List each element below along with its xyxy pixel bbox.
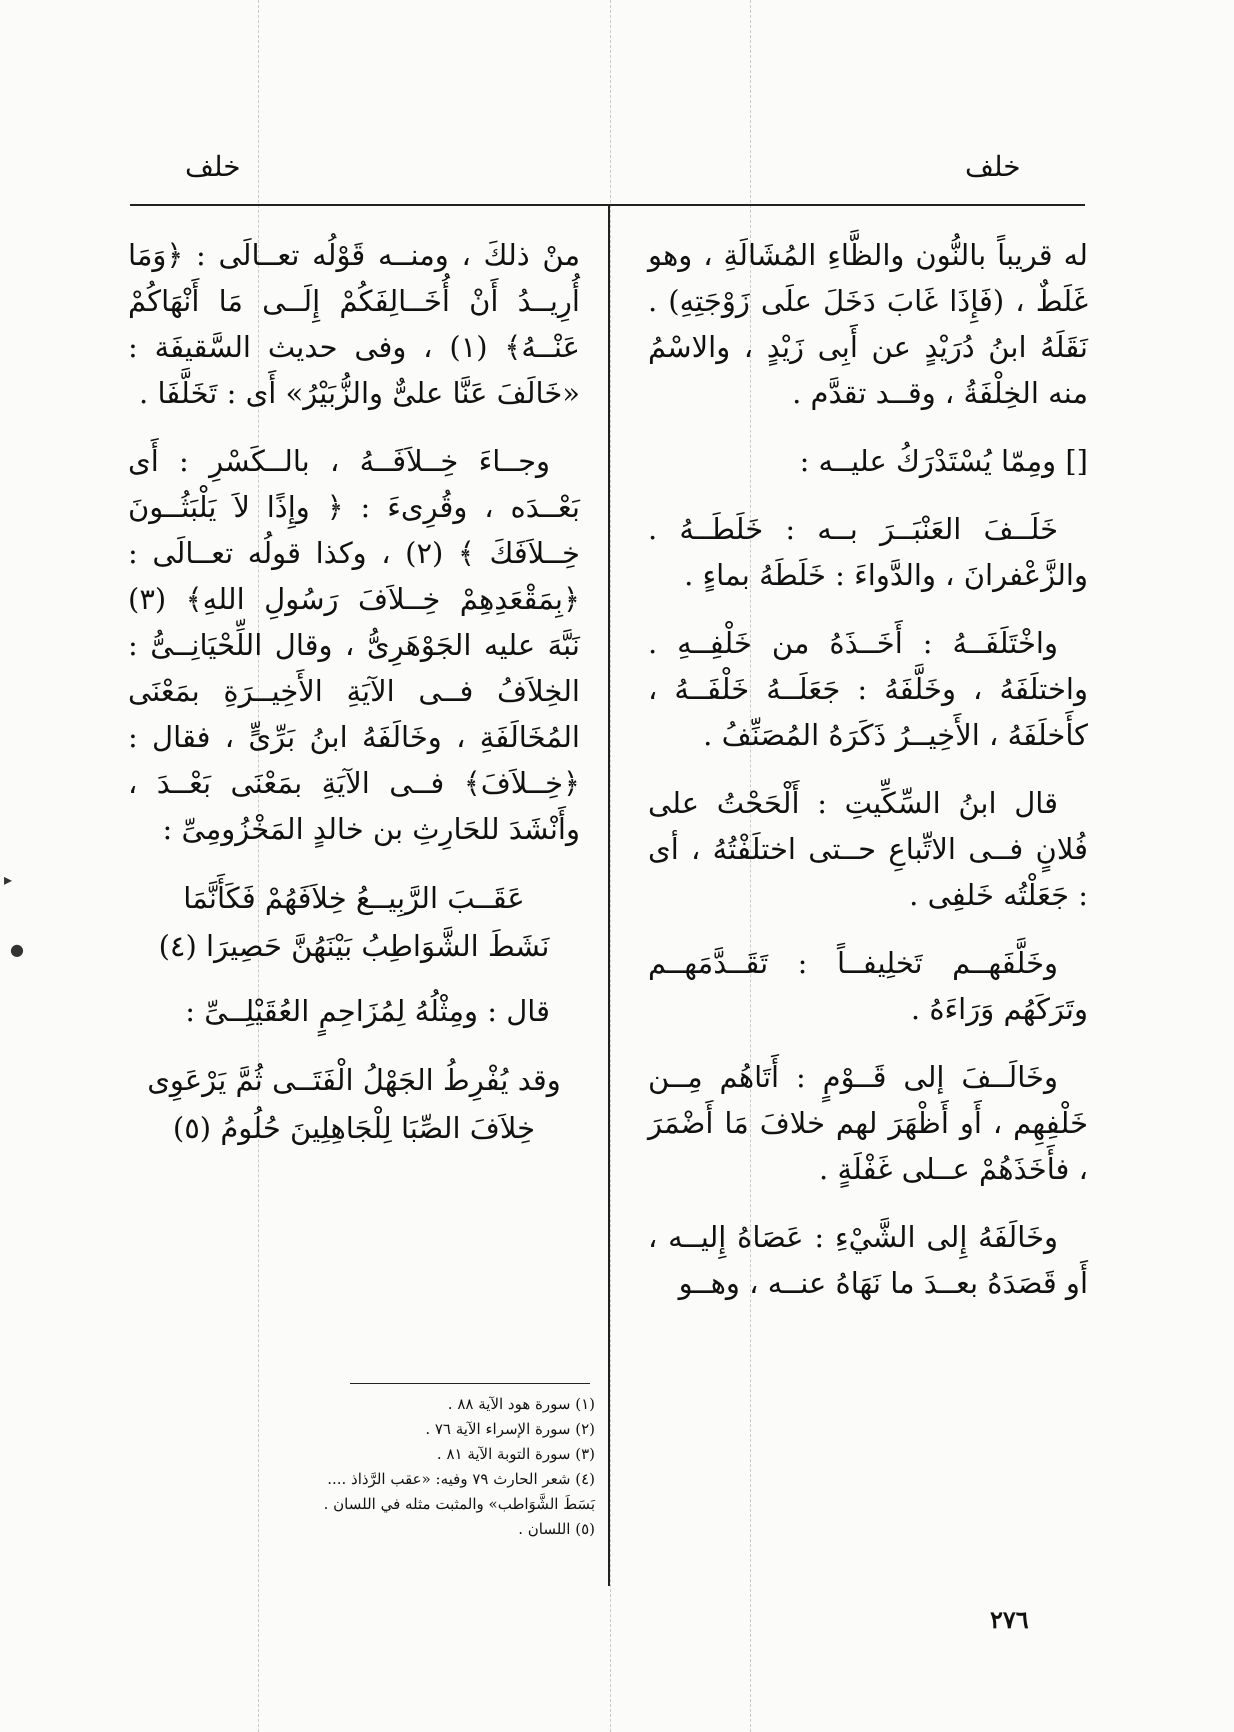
paragraph: وخَالَــفَ إلى قَــوْمٍ : أَتَاهُم مِــن خَلْفِهِم ، أَو أَظْهَرَ لهم خلافَ مَا أَضْمَرَ ، فأَخَذَهُمْ عــلى غَفْلَةٍ . <box>648 1060 1088 1186</box>
page-number: ٢٧٦ <box>990 1605 1029 1634</box>
margin-mark-icon: ▸ <box>4 870 13 889</box>
paragraph: قال : ومِثْلُهُ لِمُزَاحِمٍ العُقَيْلِــىِّ : <box>185 994 550 1028</box>
verse-block <box>128 1056 580 1152</box>
footnote: بَسَطَ الشَّوَاطب» والمثبت مثله في اللسان . <box>323 1495 595 1513</box>
paragraph: واخْتَلَفَــهُ : أَخَــذَهُ من خَلْفِــهِ . واختلَفَهُ ، وخَلَّفَهُ : جَعَلَــهُ خَلْفَــهُ ، كأَخلَفَهُ ، الأَخِيــرُ ذَكَرَهُ المُصَنِّفُ . <box>648 626 1088 752</box>
paragraph: منْ ذلكَ ، ومنــه قَوْلُه تعــالَى : ﴿وَمَا أُرِيــدُ أَنْ أُخَــالِفَكُمْ إِلَــى مَا أَنْهَاكُمْ عَنْــهُ﴾ (١) ، وفى حديث السَّقيفَة : «خَالَفَ عَنَّا علىٌّ والزُّبَيْرُ» أَى : تَخَلَّفَا . <box>128 238 580 410</box>
left-column <box>128 232 580 1170</box>
verse-line: خِلاَفَ الصِّبَا لِلْجَاهِلِينَ حُلُومُ (٥) <box>172 1111 536 1145</box>
verse-block <box>128 874 580 970</box>
footnote: (٢) سورة الإسراء الآية ٧٦ . <box>425 1420 595 1438</box>
paragraph: [] ومِمّا يُسْتَدْرَكُ عليــه : <box>799 444 1088 478</box>
paragraph: وخَلَّفَهــم تَخلِيفــاً : تَقَــدَّمَهــم وتَرَكَهُم وَرَاءَهُ . <box>648 946 1088 1026</box>
paragraph: قال ابنُ السِّكِّيتِ : أَلْحَحْتُ على فُلانٍ فــى الاتِّباعِ حــتى اختلَفْتُهُ ، أى : جَعَلْتُه خَلفِى . <box>648 786 1088 912</box>
footnote: (٥) اللسان . <box>518 1520 595 1538</box>
footnotes <box>323 1392 595 1542</box>
verse-line: وقد يُفْرِطُ الجَهْلُ الْفَتَــى ثُمَّ يَرْعَوِى <box>147 1063 561 1097</box>
footnote: (١) سورة هود الآية ٨٨ . <box>447 1395 595 1413</box>
right-column <box>648 232 1088 1328</box>
verse-line: عَقَــبَ الرَّبِيــعُ خِلاَفَهُمْ فَكَأَنَّمَا <box>183 881 525 915</box>
footnote: (٤) شعر الحارث ٧٩ وفيه: «عقب الرَّذاذ .... <box>327 1470 595 1488</box>
paragraph: خَلَــفَ العَنْبَــرَ بــه : خَلَطَــهُ . والزَّعْفرانَ ، والدَّواءَ : خَلَطَهُ بماءٍ . <box>648 512 1088 592</box>
running-header-left: خلف <box>185 150 241 183</box>
paragraph: له قريباً بالنُّون والظَّاءِ المُشَالَةِ ، وهو غَلَطٌ ، (فَإِذَا غَابَ دَخَلَ علَى زَوْجَتِهِ) . نَقَلَهُ ابنُ دُرَيْدٍ عن أَبِى زَيْدٍ ، والاسْمُ منه الخِلْفَةُ ، وقــد تقدَّم . <box>648 238 1088 410</box>
scan-guide-line <box>610 0 611 1732</box>
margin-mark-icon: ● <box>10 940 24 959</box>
column-divider <box>608 206 610 1586</box>
running-header-right: خلف <box>965 150 1021 183</box>
verse-line: نَشَطَ الشَّوَاطِبُ بَيْنَهُنَّ حَصِيرَا (٤) <box>158 929 550 963</box>
footnote: (٣) سورة التوبة الآية ٨١ . <box>436 1445 595 1463</box>
paragraph: وخَالَفَهُ إِلى الشَّيْءِ : عَصَاهُ إِليــه ، أَو قَصَدَهُ بعــدَ ما نَهَاهُ عنــه ، وهــو <box>648 1220 1088 1300</box>
paragraph: وجــاءَ خِــلاَفَــهُ ، بالــكَسْرِ : أَى بَعْــدَه ، وقُرِىءَ : ﴿ وإِذًا لاَ يَلْبَثُــونَ خِــلاَفَكَ ﴾ (٢) ، وكذا قولُه تعــالَى : ﴿بِمَقْعَدِهِمْ خِــلاَفَ رَسُولِ اللهِ﴾ (٣) نَبَّهَ عليه الجَوْهَرِىُّ ، وقال اللِّحْيَانِــىُّ : الخِلاَفُ فــى الآيَةِ الأَخِيــرَةِ بمَعْنَى المُخَالَفَةِ ، وخَالَفَهُ ابنُ بَرِّىٍّ ، فقال : ﴿خِــلاَفَ﴾ فــى الآيَةِ بمَعْنَى بَعْــدَ ، وأَنْشَدَ للحَارِثِ بن خالدٍ المَخْزُومِىِّ : <box>128 444 580 846</box>
footnote-rule <box>350 1383 590 1384</box>
